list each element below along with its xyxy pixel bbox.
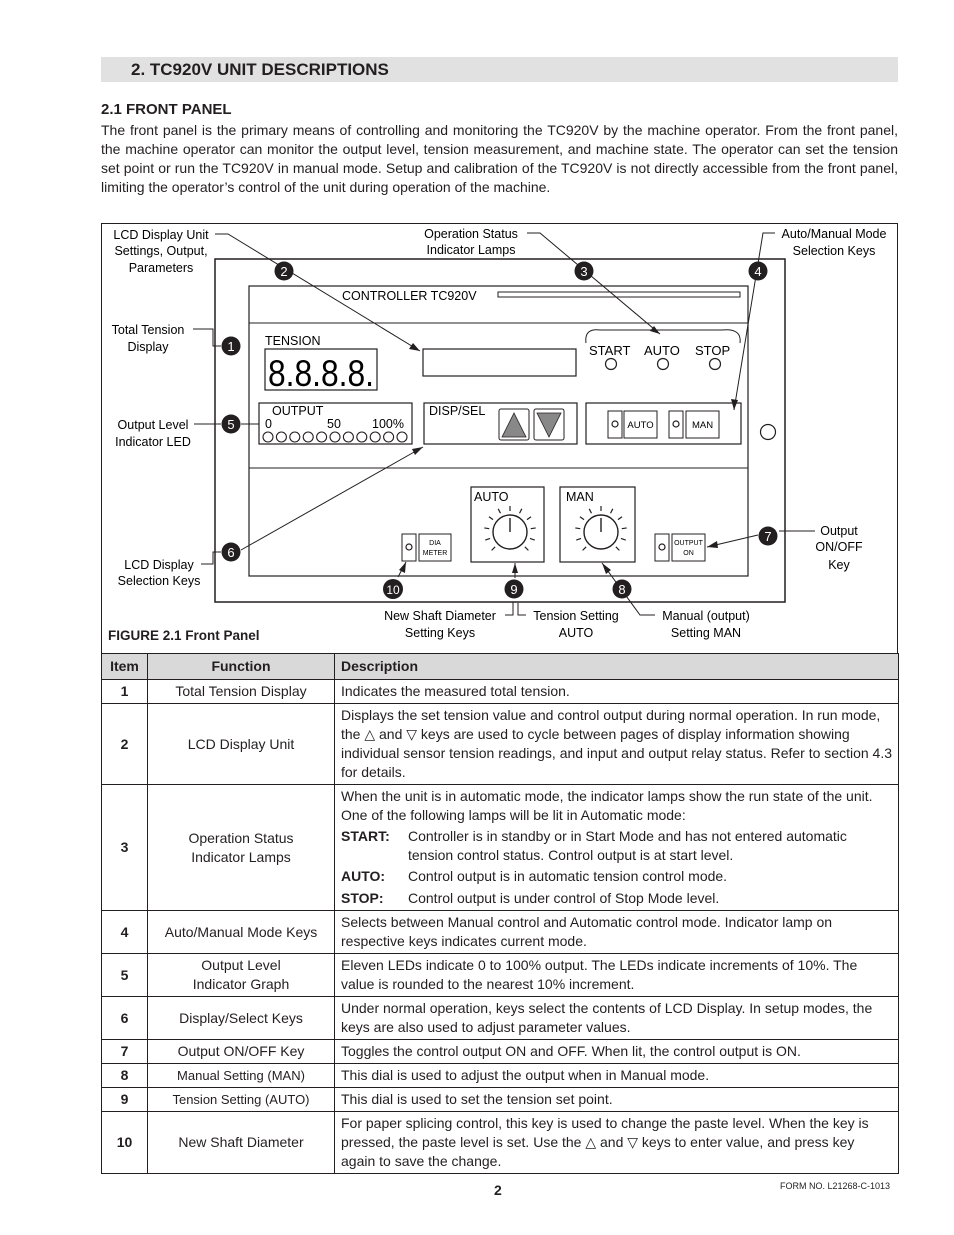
dial-tick [611, 509, 613, 513]
scale-100: 100% [372, 417, 404, 431]
section-title: 2. TC920V UNIT DESCRIPTIONS [131, 60, 389, 79]
badge-10: 10 [386, 583, 400, 597]
man-key-indicator [669, 411, 683, 438]
row-item: 7 [102, 1040, 148, 1064]
tension-label: TENSION [265, 334, 321, 348]
leader-op-status [527, 233, 660, 334]
controller-label: CONTROLLER TC920V [342, 289, 477, 303]
output-key-line1: OUTPUT [674, 540, 703, 547]
figure-caption: FIGURE 2.1 Front Panel [108, 628, 260, 643]
header-function: Function [148, 654, 335, 680]
table-row [102, 954, 899, 997]
row-description [335, 785, 899, 911]
dial-tick [492, 547, 496, 551]
arrow-output-onoff [707, 541, 718, 548]
lamp-start-text: Controller is in standby or in Start Mode and has not entered automatic tension control status. Control output is at start level. [408, 828, 847, 863]
man-dial-label: MAN [566, 490, 594, 504]
row-description: Eleven LEDs indicate 0 to 100% output. The LEDs indicate increments of 10%. The value is rounded to the nearest 10% increment. [335, 954, 899, 997]
subsection-title: 2.1 FRONT PANEL [101, 101, 232, 118]
dial-tick [525, 547, 529, 551]
auto-key-indicator [608, 411, 622, 438]
dial-tick [484, 528, 489, 529]
output-led [343, 432, 353, 442]
row-description: Under normal operation, keys select the contents of LCD Display. In setup modes, the keys are also used to adjust parameter values. [335, 997, 899, 1040]
leader-tension-setting-b [518, 603, 526, 615]
row-function: Total Tension Display [148, 680, 335, 704]
callout-output-onoff-3: Key [828, 558, 850, 572]
form-number: FORM NO. L21268-C-1013 [780, 1181, 891, 1191]
callout-lcd-unit-3: Parameters [128, 261, 194, 275]
callout-lcd-unit-1: LCD Display Unit [113, 228, 209, 242]
dial-tick [580, 517, 584, 520]
dial-tick [498, 509, 500, 513]
manual-setting-dial[interactable] [575, 506, 626, 550]
header-description: Description [335, 654, 899, 680]
arrow-lcd-unit [409, 343, 420, 351]
badge-1: 1 [227, 339, 235, 354]
lamp-auto-text: Control output is in automatic tension control mode. [408, 868, 728, 884]
callout-new-shaft-2: Setting Keys [404, 626, 476, 640]
callout-op-status-1: Operation Status [424, 227, 518, 241]
badge-5: 5 [227, 417, 235, 432]
intro-paragraph: The front panel is the primary means of controlling and monitoring the TC920V by the machine operator. From the front panel, the machine operator can monitor the output level, tension measurement, and machine state. The operator can set the tension set point or run the TC920V in manual mode. Setup and calibration of the TC920V is not directly accessible from the front panel, limiting the operator’s control of the unit during operation of the machine. [101, 122, 898, 195]
badge-7: 7 [764, 529, 772, 544]
output-led [397, 432, 407, 442]
row-description: This dial is used to set the tension set point. [335, 1088, 899, 1112]
lamp-label-stop: STOP [695, 343, 731, 358]
table-row [102, 704, 899, 785]
row-item: 3 [102, 785, 148, 911]
arrow-lcd-select [412, 447, 423, 455]
page-number: 2 [494, 1182, 502, 1198]
dia-key-lamp [406, 544, 412, 550]
auto-key-lamp [612, 421, 618, 427]
dial-tick [531, 528, 536, 529]
output-label: OUTPUT [272, 404, 324, 418]
up-triangle-icon [502, 413, 526, 437]
output-led [290, 432, 300, 442]
dial-tick [489, 517, 493, 520]
badge-3: 3 [580, 264, 588, 279]
dia-key-line2: METER [422, 550, 448, 557]
badge-2: 2 [280, 264, 288, 279]
disp-sel-label: DISP/SEL [429, 404, 486, 418]
arrow-new-shaft [399, 562, 406, 573]
callout-total-tension-2: Display [127, 340, 169, 354]
lamp-stop-label: STOP: [341, 890, 384, 906]
callout-op-status-2: Indicator Lamps [426, 243, 516, 257]
dial-tick [616, 547, 620, 551]
callout-auto-manual-2: Selection Keys [792, 244, 876, 258]
table-header-row [102, 654, 899, 680]
badge-6: 6 [227, 545, 235, 560]
stop-lamp [710, 359, 721, 370]
callout-output-level-2: Indicator LED [115, 435, 191, 449]
output-key-indicator [655, 534, 669, 561]
callout-manual-setting-1: Manual (output) [662, 609, 750, 623]
controller-stripe [498, 292, 740, 297]
row-item: 2 [102, 704, 148, 785]
man-key-lamp [673, 421, 679, 427]
row-function: Auto/Manual Mode Keys [148, 911, 335, 954]
status-lamps-bracket [586, 330, 740, 343]
output-led [303, 432, 313, 442]
row-item: 5 [102, 954, 148, 997]
dial-tick [575, 528, 580, 529]
row-description: This dial is used to adjust the output when in Manual mode. [335, 1064, 899, 1088]
output-led-row [263, 432, 407, 442]
row-description: Indicates the measured total tension. [335, 680, 899, 704]
row-function: Manual Setting (MAN) [148, 1064, 335, 1088]
row-item: 4 [102, 911, 148, 954]
lamp-label-start: START [589, 343, 631, 358]
dia-key-indicator [402, 534, 416, 561]
row-function: Tension Setting (AUTO) [148, 1088, 335, 1112]
arrow-auto-manual [731, 399, 738, 410]
row-description: Displays the set tension value and control output during normal operation. In run mode, the △ and ▽ keys are used to cycle between pages of display information showing individual sensor tension readings, and input and output relay status. Refer to section 4.3 for details. [335, 704, 899, 785]
auto-lamp [658, 359, 669, 370]
table-row [102, 785, 899, 911]
table-row [102, 1088, 899, 1112]
arrow-manual-setting [602, 563, 611, 574]
row-item: 10 [102, 1112, 148, 1174]
callout-output-onoff-2: ON/OFF [815, 540, 863, 554]
table-row [102, 911, 899, 954]
table-row [102, 1040, 899, 1064]
dia-key-line1: DIA [429, 540, 441, 547]
arrow-tension-setting [512, 563, 518, 573]
callout-lcd-unit-2: Settings, Output, [114, 244, 208, 258]
down-triangle-icon [537, 413, 561, 437]
output-led [276, 432, 286, 442]
callout-tension-setting-2: AUTO [558, 626, 594, 640]
callout-lcd-select-1: LCD Display [124, 558, 194, 572]
dial-tick [621, 538, 626, 540]
front-panel-table [101, 653, 899, 1174]
row-function: LCD Display Unit [148, 704, 335, 785]
row-description: Toggles the control output ON and OFF. When lit, the control output is ON. [335, 1040, 899, 1064]
callout-output-level-1: Output Level [117, 418, 189, 432]
tension-digits: 8.8.8.8. [268, 353, 374, 394]
lamp-item-stop [341, 889, 892, 908]
dial-tick [576, 538, 581, 540]
man-key-label: MAN [691, 420, 714, 431]
leader-new-shaft-a [505, 602, 513, 615]
row-function: Output ON/OFF Key [148, 1040, 335, 1064]
dial-tick [527, 517, 531, 520]
auto-key-label: AUTO [627, 420, 654, 431]
row-description: Selects between Manual control and Automatic control mode. Indicator lamp on respective keys indicates current mode. [335, 911, 899, 954]
dial-tick [622, 528, 627, 529]
row-item: 9 [102, 1088, 148, 1112]
output-key-line2: ON [683, 550, 694, 557]
start-lamp [606, 359, 617, 370]
leader-lcd-select-a [201, 552, 221, 564]
scale-0: 0 [265, 417, 272, 431]
lamp-item-auto [341, 867, 892, 886]
side-screw [761, 425, 776, 440]
lamp-label-auto: AUTO [644, 343, 680, 358]
table-row [102, 997, 899, 1040]
auto-dial-label: AUTO [474, 490, 509, 504]
row-description: For paper splicing control, this key is used to change the paste level. When the key is pressed, the paste level is set. Use the △ and ▽ keys to enter value, and press key again to save the change. [335, 1112, 899, 1174]
lamp-stop-text: Control output is under control of Stop Mode level. [408, 890, 720, 906]
row-item: 1 [102, 680, 148, 704]
badge-4: 4 [754, 264, 762, 279]
callout-manual-setting-2: Setting MAN [670, 626, 742, 640]
callout-auto-manual-1: Auto/Manual Mode [781, 227, 887, 241]
lamp-start-label: START: [341, 828, 390, 844]
callout-output-onoff-1: Output [820, 524, 858, 538]
dial-tick [589, 509, 591, 513]
callout-lcd-select-2: Selection Keys [117, 574, 201, 588]
output-led [357, 432, 367, 442]
row-function: Operation Status Indicator Lamps [148, 785, 335, 911]
callout-total-tension-1: Total Tension [111, 323, 185, 337]
lamp-intro: When the unit is in automatic mode, the indicator lamps show the run state of the unit. One of the following lamps will be lit in Automatic mode: [341, 788, 873, 823]
output-led [263, 432, 273, 442]
row-item: 8 [102, 1064, 148, 1088]
table-row [102, 680, 899, 704]
row-function: Output Level Indicator Graph [148, 954, 335, 997]
lcd-display-unit [423, 349, 576, 376]
row-item: 6 [102, 997, 148, 1040]
row-function: New Shaft Diameter [148, 1112, 335, 1174]
badge-8: 8 [618, 582, 626, 597]
output-led [317, 432, 327, 442]
callout-tension-setting-1: Tension Setting [533, 609, 619, 623]
leader-total-tension [193, 329, 221, 346]
table-row [102, 1112, 899, 1174]
scale-50: 50 [327, 417, 341, 431]
output-key-lamp [659, 544, 665, 550]
row-function: Display/Select Keys [148, 997, 335, 1040]
dial-tick [583, 547, 587, 551]
lamp-item-start [341, 827, 892, 865]
dial-tick [618, 517, 622, 520]
output-led [330, 432, 340, 442]
tension-setting-dial[interactable] [484, 506, 535, 550]
leader-lcd-select-b [241, 447, 423, 550]
badge-9: 9 [510, 582, 518, 597]
table-row [102, 1064, 899, 1088]
output-led [384, 432, 394, 442]
output-led [370, 432, 380, 442]
dial-tick [520, 509, 522, 513]
callout-new-shaft-1: New Shaft Diameter [384, 609, 496, 623]
header-item: Item [102, 654, 148, 680]
dial-tick [530, 538, 535, 540]
dial-tick [485, 538, 490, 540]
lamp-auto-label: AUTO: [341, 868, 386, 884]
